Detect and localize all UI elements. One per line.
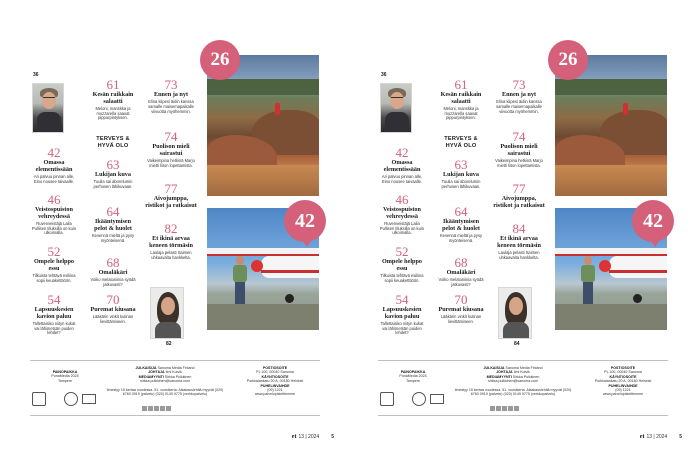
toc-description: Elina kiipesi äidin kanssa samalle maisemapaikalle viivuotta myöhemmin. [496,98,542,114]
page-badge-42: 42 [632,200,674,242]
painopaikka-label: PAINOPAIKKA [400,370,426,374]
toc-item[interactable] [145,130,197,168]
toc-page-number: 84 [512,221,526,236]
toc-page-number: 61 [106,77,120,92]
toc-title: Et ikinä arvaa keneen törmäsin [497,235,541,249]
toc-page-number: 63 [454,157,468,172]
small-print: Ilmestyy 15 kertaa vuodessa. 51. vuosikerta. Aikakauslehtiä myyvät (020) 6760 0919 (palvelu) (020) 0149 9775 (verkkopalvelu) [106,388,224,397]
toc-description: Laulaja pelasti Saimen uhkaavalta hankkelta. [498,249,540,260]
toc-title: Et ikinä arvaa keneen törmäsin [149,235,193,249]
section-heading: TERVEYS & HYVÄ OLO [96,136,130,149]
toc-item[interactable] [378,293,426,336]
toc-page-number: 52 [395,244,409,259]
julkaisija-label: JULKAISIJA [135,366,157,370]
puhelinvaihde-value: (09) 1221 [267,388,283,393]
johtaja-value: Ilmi Kuivik [165,370,182,375]
printing-info [30,370,100,383]
certification-logos [32,392,96,408]
painopaikka-label: PAINOPAIKKA [52,370,78,374]
photo-page-number: 82 [166,341,172,347]
mediamyynti-value: Sirkka Pulkkinen [164,374,192,379]
toc-item[interactable] [88,256,138,288]
toc-page-number: 54 [395,292,409,307]
toc-title: Aivojumppa, ristikot ja ratkaisut [493,195,545,209]
toc-item[interactable] [493,182,545,210]
toc-description: Lääkärin vinkit kutinan lievittämiseen. [440,313,482,324]
toc-title: Puremat kiusana [438,306,484,313]
toc-item[interactable] [436,256,486,288]
toc-description: Voiko melatoniinia syödä jatkuvasti? [438,276,484,287]
toc-description: Tilkuista tehtävä esiliina sopii keuaketttiöön. [32,272,76,283]
toc-page-number: 46 [395,192,409,207]
julkaisija-label: JULKAISIJA [483,366,505,370]
toc-item[interactable] [436,205,486,243]
toc-description: Ruvenveistäjä Laila Pullisen tiluksilla on kuin ulkoimalla. [31,220,77,236]
small-print: Ilmestyy 15 kertaa vuodessa. 51. vuosikerta. Aikakauslehtiä myyvät (020) 6760 0919 (palvelu) (020) 0149 9775 (verkkopalvelu) [454,388,572,397]
painopaikka-line-1: PunaMedia 2024 [51,374,79,379]
mediamyynti-email[interactable]: sirkka.pulkkinen@sanoma.com [140,379,190,384]
toc-description: Tallettaisiko niityn kukat vai lähimetsän puiden lehdet? [380,320,424,336]
toc-title: Aivojumppa, ristikot ja ratkaisut [145,195,197,209]
page-badge-26: 26 [548,40,588,80]
certification-logo-icon [380,392,394,406]
top-page-number: 36 [381,72,387,78]
julkaisija-value: Sanoma Media Finland [157,366,195,370]
kayntiosoite-label: KÄYNTIOSOITE [609,374,637,379]
toc-description: Meloni, manskka ja mozzarella saavat pippurpintyksen. [95,105,131,121]
bottom-divider [378,415,668,416]
toc-item[interactable] [88,78,138,121]
toc-title: Ikääntymisen pelot & huolet [94,218,132,232]
toc-page-number: 63 [106,157,120,172]
toc-page-number: 74 [164,129,178,144]
toc-title: Ompele helppo essu [381,258,423,272]
page-badge-42: 42 [284,200,326,242]
toc-title: Kesän raikkain salaatti [440,91,482,105]
flag-icon [82,394,96,404]
toc-item[interactable] [88,293,138,325]
toc-description: Ruvenveistäjä Laila Pullisen tiluksilla on kuin ulkoimalla. [379,220,425,236]
certification-logo-icon [32,392,46,406]
toc-page-number: 70 [106,292,120,307]
postiosoite-value: PL 100, 00040 Sanoma [256,370,294,375]
page-badge-26: 26 [200,40,240,80]
footer-divider [30,360,320,361]
section-heading: TERVEYS & HYVÄ OLO [444,136,478,149]
photo-page-number: 84 [514,341,520,347]
puhelinvaihde-label: PUHELINVAIHDE [608,383,638,388]
toc-page-number: 61 [454,77,468,92]
toc-page-number: 42 [47,145,61,160]
toc-title: Ikääntymisen pelot & huolet [442,218,480,232]
address-info [230,366,320,397]
page-number: 5 [331,434,334,440]
toc-item[interactable] [493,130,545,168]
toc-item[interactable] [493,78,545,115]
toc-item[interactable] [30,293,78,336]
toc-description: Kevennä mieltä ja pysy myönteisenä. [439,232,483,243]
rating-squares [142,406,171,411]
toc-description: Vaikeimpina hetkinä Marjo mietti liiton lopettamista. [147,157,195,168]
toc-title: Puolison mieli sairastui [500,143,538,157]
page-footer [640,434,682,440]
brand-logo: et [639,434,645,440]
toc-page-number: 70 [454,292,468,307]
postiosoite-label: POSTIOSOITE [262,366,288,370]
toc-description: Tallettaisiko niityn kukat vai lähimetsän puiden lehdet? [32,320,76,336]
www-value[interactable]: www.palvelupisteittemme [254,392,296,397]
painopaikka-line-2: Tampere [406,378,420,383]
toc-item[interactable] [378,193,426,236]
mediamyynti-value: Sirkka Pulkkinen [512,374,540,379]
brand-logo: et [291,434,297,440]
toc-item[interactable] [88,158,138,190]
toc-item[interactable] [436,293,486,325]
toc-item[interactable] [378,245,426,283]
johtaja-value: Ilmi Kuivik [513,370,530,375]
toc-item[interactable] [493,222,545,260]
toc-item[interactable] [30,193,78,236]
toc-page-number: 77 [164,181,178,196]
painopaikka-line-1: PunaMedia 2024 [399,374,427,379]
toc-page-number: 73 [512,77,526,92]
toc-description: Laulaja pelasti Saimen uhkaavalta hankkelta. [150,249,192,260]
page-footer [292,434,334,440]
toc-page-number: 42 [395,145,409,160]
toc-title: Puremat kiusana [90,306,136,313]
julkaisija-value: Sanoma Media Finland [505,366,543,370]
page-right [348,0,696,450]
author-portrait-photo [32,83,64,133]
puhelinvaihde-value: (09) 1221 [615,388,631,393]
toc-item[interactable] [436,158,486,190]
toc-item[interactable] [378,146,426,184]
toc-title: Omaläkäri [98,269,128,276]
toc-title: Ennen ja nyt [153,91,189,98]
toc-page-number: 54 [47,292,61,307]
toc-description: Tuulia sai aborelumin perhosen lähikuvaan. [93,178,133,189]
toc-item[interactable] [30,245,78,283]
printing-info [378,370,448,383]
toc-title: Lukijan kuva [443,171,479,178]
toc-description: Tuulia sai aborelumin perhosen lähikuvaan. [441,178,481,189]
toc-page-number: 82 [164,221,178,236]
toc-title: Ompele helppo essu [33,258,75,272]
toc-page-number: 64 [454,204,468,219]
author-portrait-photo [380,83,412,133]
fsc-logo-icon [64,392,78,406]
rating-squares [490,406,519,411]
toc-item[interactable] [145,182,197,210]
johtaja-label: JOHTAJA [148,370,165,375]
columnist-portrait-photo [498,287,532,339]
kayntiosoite-value: Porkkalankatu 20 A, 00180 Helsinki [594,379,652,384]
www-value[interactable]: www.palvelupisteittemme [602,392,644,397]
toc-page-number: 68 [454,255,468,270]
toc-description: Elina kiipesi äidin kanssa samalle maisemapaikalle viivuotta myöhemmin. [148,98,194,114]
bottom-divider [30,415,320,416]
toc-title: Kesän raikkain salaatti [92,91,134,105]
toc-description: Lääkärin vinkit kutinan lievittämiseen. [92,313,134,324]
toc-title: Lapsuuskesien kavion paluu [34,306,74,320]
imprint-footer [378,366,668,416]
kayntiosoite-value: Porkkalankatu 20 A, 00180 Helsinki [246,379,304,384]
publisher-info [105,366,225,397]
toc-description: Ari palvuu pinnan alle, Eino nousee taivaalle. [33,173,75,184]
footer-divider [378,360,668,361]
toc-item[interactable] [145,222,197,260]
toc-description: Ari palvuu pinnan alle, Eino nousee taivaalle. [381,173,423,184]
toc-title: Omassa elementissään [35,159,73,173]
imprint-footer [30,366,320,416]
toc-title: Lapsuuskesien kavion paluu [382,306,422,320]
toc-page-number: 52 [47,244,61,259]
postiosoite-value: PL 100, 00040 Sanoma [604,370,642,375]
toc-section [88,136,138,150]
toc-page-number: 77 [512,181,526,196]
toc-section [436,136,486,150]
address-info [578,366,668,397]
toc-page-number: 73 [164,77,178,92]
flag-icon [430,394,444,404]
postiosoite-label: POSTIOSOITE [610,366,636,370]
issue-number: 13 | 2024 [298,434,320,440]
toc-page-number: 46 [47,192,61,207]
certification-logos [380,392,444,408]
issue-number: 13 | 2024 [646,434,668,440]
toc-title: Omaläkäri [446,269,476,276]
kayntiosoite-label: KÄYNTIOSOITE [261,374,289,379]
toc-description: Kevennä mieltä ja pysy myönteisenä. [91,232,135,243]
toc-description: Vaikeimpina hetkinä Marjo mietti liiton lopettamista. [495,157,543,168]
toc-title: Puolison mieli sairastui [152,143,190,157]
toc-title: Veistospuiston vehreydessä [35,206,73,220]
toc-item[interactable] [30,146,78,184]
toc-page-number: 74 [512,129,526,144]
toc-item[interactable] [145,78,197,115]
toc-description: Meloni, manskka ja mozzarella saavat pippurpintyksen. [443,105,479,121]
puhelinvaihde-label: PUHELINVAIHDE [260,383,290,388]
fsc-logo-icon [412,392,426,406]
toc-description: Tilkuista tehtävä esiliina sopii keuaketttiöön. [380,272,424,283]
publisher-info [453,366,573,397]
johtaja-label: JOHTAJA [496,370,513,375]
painopaikka-line-2: Tampere [58,378,72,383]
mediamyynti-label: MEDIAMYYNTI [486,374,512,379]
columnist-portrait-photo [150,287,184,339]
toc-description: Voiko melatoniinia syödä jatkuvasti? [90,276,136,287]
toc-page-number: 68 [106,255,120,270]
toc-title: Ennen ja nyt [501,91,537,98]
toc-item[interactable] [436,78,486,121]
page-number: 5 [679,434,682,440]
mediamyynti-label: MEDIAMYYNTI [138,374,164,379]
toc-title: Veistospuiston vehreydessä [383,206,421,220]
toc-title: Omassa elementissään [383,159,421,173]
toc-title: Lukijan kuva [95,171,131,178]
mediamyynti-email[interactable]: sirkka.pulkkinen@sanoma.com [488,379,538,384]
toc-item[interactable] [88,205,138,243]
top-page-number: 36 [33,72,39,78]
toc-page-number: 64 [106,204,120,219]
